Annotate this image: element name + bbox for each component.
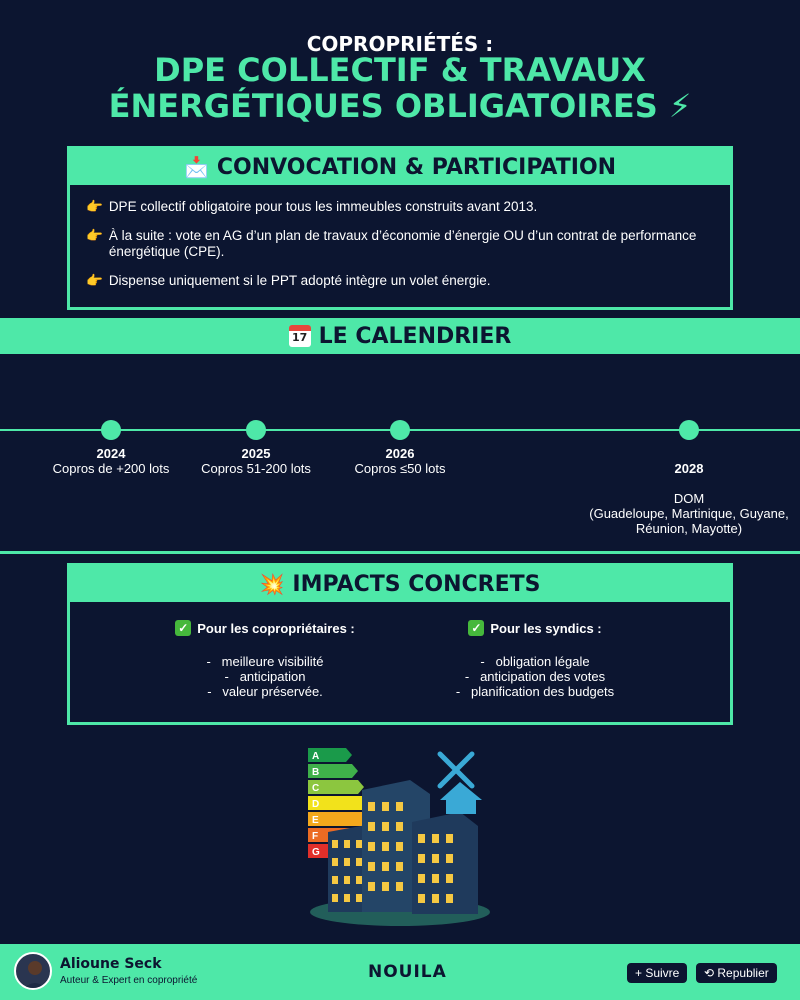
energy-label-b: B bbox=[312, 767, 320, 778]
timeline-dot-2028 bbox=[679, 420, 699, 440]
house-heat-icon bbox=[440, 782, 482, 814]
page-title bbox=[0, 52, 800, 124]
energy-buildings-illustration bbox=[300, 742, 500, 932]
impacts-box bbox=[67, 563, 733, 725]
energy-label-f: F bbox=[312, 831, 319, 842]
list-item: - planification des budgets bbox=[455, 684, 615, 699]
list-item: - meilleure visibilité bbox=[206, 654, 324, 669]
list-item: 👉 Dispense uniquement si le PPT adopté intègre un volet énergie. bbox=[86, 273, 491, 288]
timeline-dot-2024 bbox=[101, 420, 121, 440]
pointing-hand-icon: 👉 bbox=[86, 273, 103, 288]
pointing-hand-icon: 👉 bbox=[86, 199, 103, 214]
tools-icon bbox=[440, 754, 472, 786]
checkmark-icon: ✓ bbox=[175, 620, 191, 636]
author-role: Auteur & Expert en copropriété bbox=[60, 975, 198, 986]
avatar[interactable] bbox=[14, 952, 52, 990]
impacts-header bbox=[70, 566, 730, 602]
list-item: - anticipation bbox=[224, 669, 306, 684]
title-line-1: DPE COLLECTIF & TRAVAUX bbox=[154, 51, 646, 89]
energy-label-a: A bbox=[312, 751, 320, 762]
title-kicker: COPROPRIÉTÉS : bbox=[306, 32, 494, 56]
list-item: 👉 À la suite : vote en AG d’un plan de travaux d’économie d’énergie OU d’un contrat de performance énergétique (CPE). bbox=[86, 228, 697, 259]
convocation-box bbox=[67, 146, 733, 310]
pointing-hand-icon: 👉 bbox=[86, 228, 103, 243]
impacts-heading: IMPACTS CONCRETS bbox=[292, 571, 541, 597]
envelope-icon: 📩 bbox=[183, 155, 209, 179]
timeline-dot-2026 bbox=[390, 420, 410, 440]
repost-button[interactable]: ⟲ Republier bbox=[696, 963, 777, 983]
calendar-heading: LE CALENDRIER bbox=[318, 323, 512, 349]
title-line-2: ÉNERGÉTIQUES OBLIGATOIRES ⚡ bbox=[108, 87, 692, 125]
impacts-columns bbox=[70, 602, 730, 699]
timeline-event-2025: 2025 Copros 51-200 lots bbox=[201, 446, 311, 476]
timeline-dot-2025 bbox=[246, 420, 266, 440]
checkmark-icon: ✓ bbox=[468, 620, 484, 636]
calendar-header bbox=[0, 318, 800, 354]
list-item: - valeur préservée. bbox=[207, 684, 323, 699]
energy-label-c: C bbox=[312, 783, 320, 794]
building-right bbox=[412, 812, 478, 914]
convocation-heading: CONVOCATION & PARTICIPATION bbox=[216, 154, 617, 180]
section-divider bbox=[0, 551, 800, 554]
owners-title: ✓ Pour les copropriétaires : bbox=[150, 620, 380, 636]
syndics-title: ✓ Pour les syndics : bbox=[420, 620, 650, 636]
collision-icon: 💥 bbox=[259, 572, 285, 596]
list-item: - obligation légale bbox=[480, 654, 590, 669]
owners-column bbox=[150, 620, 380, 699]
author-name[interactable]: Alioune Seck bbox=[60, 956, 162, 972]
syndics-column bbox=[420, 620, 650, 699]
convocation-header bbox=[70, 149, 730, 185]
brand-logo: NOUILA bbox=[368, 962, 447, 982]
energy-label-d: D bbox=[312, 799, 320, 810]
timeline-event-2026: 2026 Copros ≤50 lots bbox=[354, 446, 446, 476]
follow-button[interactable]: + Suivre bbox=[627, 963, 687, 983]
footer bbox=[0, 944, 800, 1000]
timeline-event-2024: 2024 Copros de +200 lots bbox=[52, 446, 170, 476]
list-item: - anticipation des votes bbox=[464, 669, 606, 684]
energy-label-e: E bbox=[312, 815, 319, 826]
person-icon bbox=[16, 954, 52, 990]
convocation-body bbox=[70, 185, 730, 289]
list-item: 👉 DPE collectif obligatoire pour tous les immeubles construits avant 2013. bbox=[86, 199, 538, 214]
timeline-event-2028: 2028 DOM (Guadeloupe, Martinique, Guyane, Réunion, Mayotte) bbox=[589, 461, 789, 536]
energy-label-g: G bbox=[312, 847, 320, 858]
calendar-icon: 17 bbox=[289, 325, 311, 347]
